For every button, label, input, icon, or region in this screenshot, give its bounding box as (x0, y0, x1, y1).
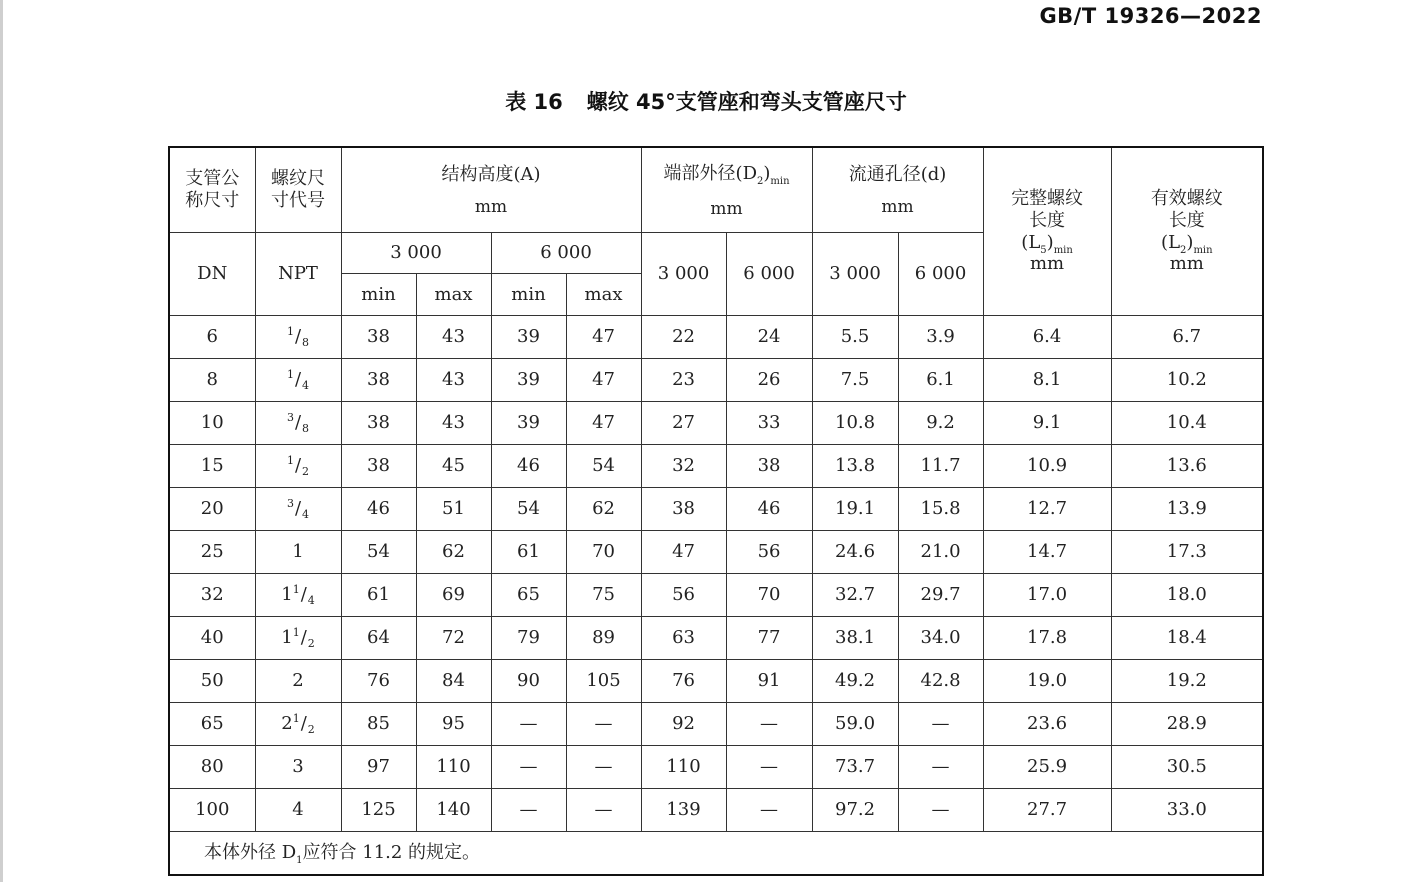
npt-fraction-slash: / (294, 369, 302, 391)
page-edge (0, 0, 3, 882)
cell-a6-max: 54 (566, 445, 641, 488)
cell-npt (255, 746, 341, 789)
cell-npt (255, 488, 341, 531)
cell-a6-min: 46 (491, 445, 566, 488)
cell-d2-3: 63 (641, 617, 726, 660)
cell-dn: 6 (169, 316, 255, 359)
table-row (169, 703, 1263, 746)
npt-whole: 1 (281, 627, 293, 649)
header-full-thread-symbol (984, 232, 1111, 254)
header-full-thread-unit: mm (1029, 253, 1065, 275)
cell-l5: 12.7 (983, 488, 1111, 531)
npt-denominator: 4 (302, 508, 310, 522)
cell-a6-min: 90 (491, 660, 566, 703)
table-note-sub: 1 (296, 855, 303, 867)
cell-l5: 25.9 (983, 746, 1111, 789)
cell-d-3: 38.1 (812, 617, 898, 660)
header-eff-thread-sub: 2 (1180, 244, 1187, 256)
cell-d2-3: 22 (641, 316, 726, 359)
cell-d2-6: 26 (726, 359, 812, 402)
header-end-od-unit: mm (710, 198, 743, 219)
header-bore-unit: mm (881, 197, 914, 217)
cell-a3-min: 38 (341, 402, 416, 445)
npt-whole: 2 (292, 670, 304, 692)
cell-a3-min: 38 (341, 359, 416, 402)
npt-fraction-slash: / (300, 627, 307, 649)
cell-a3-max: 43 (416, 316, 491, 359)
cell-npt (255, 574, 341, 617)
header-branch-size-text: 支管公称尺寸 (185, 168, 240, 211)
header-eff-thread-symbol (1112, 232, 1263, 254)
cell-l2: 13.6 (1111, 445, 1263, 488)
cell-d-6: 29.7 (898, 574, 983, 617)
cell-a6-min: 79 (491, 617, 566, 660)
cell-dn: 20 (169, 488, 255, 531)
cell-l5: 9.1 (983, 402, 1111, 445)
cell-dn: 65 (169, 703, 255, 746)
header-dn: DN (169, 233, 255, 316)
cell-l2: 18.4 (1111, 617, 1263, 660)
header-bore-class-3000: 3 000 (812, 233, 898, 316)
header-full-thread-sym: (L (1021, 231, 1041, 253)
table-number: 表 16 (505, 90, 563, 114)
table-note (169, 832, 1263, 876)
npt-size (286, 497, 310, 522)
cell-a6-min: — (491, 746, 566, 789)
cell-a3-max: 140 (416, 789, 491, 832)
header-end-od-line (642, 157, 812, 194)
npt-size (292, 670, 303, 691)
cell-d-3: 19.1 (812, 488, 898, 531)
npt-size (292, 756, 303, 777)
cell-npt (255, 359, 341, 402)
npt-fraction-slash: / (294, 412, 302, 434)
cell-npt (255, 316, 341, 359)
cell-d2-3: 27 (641, 402, 726, 445)
cell-d2-3: 23 (641, 359, 726, 402)
table-body (169, 316, 1263, 832)
cell-npt (255, 660, 341, 703)
table-row (169, 531, 1263, 574)
npt-denominator: 8 (302, 336, 310, 350)
cell-a6-max: 70 (566, 531, 641, 574)
cell-npt (255, 402, 341, 445)
table-row (169, 617, 1263, 660)
header-end-od-class-6000: 6 000 (726, 233, 812, 316)
cell-l2: 30.5 (1111, 746, 1263, 789)
npt-size (286, 368, 310, 393)
cell-l2: 18.0 (1111, 574, 1263, 617)
npt-size (286, 411, 310, 436)
cell-npt (255, 531, 341, 574)
cell-d-3: 5.5 (812, 316, 898, 359)
cell-a3-min: 64 (341, 617, 416, 660)
cell-d2-3: 47 (641, 531, 726, 574)
cell-npt (255, 617, 341, 660)
npt-whole: 1 (281, 584, 293, 606)
cell-l2: 17.3 (1111, 531, 1263, 574)
npt-numerator: 1 (286, 368, 294, 382)
cell-a6-max: — (566, 703, 641, 746)
cell-a3-max: 69 (416, 574, 491, 617)
cell-d2-6: 56 (726, 531, 812, 574)
cell-a6-min: 39 (491, 316, 566, 359)
cell-l2: 19.2 (1111, 660, 1263, 703)
npt-denominator: 2 (302, 465, 310, 479)
header-thread-size (255, 147, 341, 233)
cell-d-6: 3.9 (898, 316, 983, 359)
cell-d-6: 34.0 (898, 617, 983, 660)
cell-d-6: 11.7 (898, 445, 983, 488)
cell-a3-min: 85 (341, 703, 416, 746)
cell-l5: 10.9 (983, 445, 1111, 488)
cell-l2: 6.7 (1111, 316, 1263, 359)
dimension-table (168, 146, 1264, 876)
npt-fraction-slash: / (294, 498, 302, 520)
cell-l2: 10.2 (1111, 359, 1263, 402)
cell-d2-3: 38 (641, 488, 726, 531)
cell-d2-6: 33 (726, 402, 812, 445)
npt-numerator: 1 (292, 712, 300, 726)
header-height-6000-min: min (491, 274, 566, 316)
table-row (169, 746, 1263, 789)
table-row (169, 488, 1263, 531)
npt-size (281, 712, 315, 737)
header-full-thread-l1: 完整螺纹 (1011, 188, 1084, 210)
cell-d2-6: — (726, 789, 812, 832)
table-row (169, 660, 1263, 703)
cell-dn: 32 (169, 574, 255, 617)
header-effective-thread-length (1111, 147, 1263, 316)
cell-a3-max: 62 (416, 531, 491, 574)
cell-a6-min: 65 (491, 574, 566, 617)
header-eff-thread-min: min (1193, 244, 1213, 256)
cell-d2-3: 92 (641, 703, 726, 746)
cell-a3-max: 45 (416, 445, 491, 488)
header-end-od-class-3000: 3 000 (641, 233, 726, 316)
cell-d-3: 32.7 (812, 574, 898, 617)
cell-d2-3: 56 (641, 574, 726, 617)
npt-denominator: 4 (302, 379, 310, 393)
header-structural-height (341, 147, 641, 233)
cell-a6-max: 105 (566, 660, 641, 703)
cell-d-6: — (898, 703, 983, 746)
cell-l5: 8.1 (983, 359, 1111, 402)
cell-d2-3: 110 (641, 746, 726, 789)
header-eff-thread-sym: (L (1161, 231, 1181, 253)
cell-l5: 23.6 (983, 703, 1111, 746)
cell-l2: 13.9 (1111, 488, 1263, 531)
cell-d2-6: 91 (726, 660, 812, 703)
cell-dn: 40 (169, 617, 255, 660)
standard-number: GB/T 19326—2022 (1039, 4, 1262, 28)
cell-dn: 80 (169, 746, 255, 789)
header-eff-thread-l2: 长度 (1168, 209, 1205, 231)
cell-dn: 25 (169, 531, 255, 574)
cell-dn: 10 (169, 402, 255, 445)
cell-d-6: 9.2 (898, 402, 983, 445)
cell-a6-min: 61 (491, 531, 566, 574)
cell-d-3: 10.8 (812, 402, 898, 445)
cell-l5: 17.0 (983, 574, 1111, 617)
cell-l5: 19.0 (983, 660, 1111, 703)
header-end-od-min: min (770, 175, 790, 187)
npt-numerator: 1 (292, 583, 300, 597)
table-row (169, 789, 1263, 832)
cell-d2-6: — (726, 746, 812, 789)
table-title: 螺纹 45°支管座和弯头支管座尺寸 (586, 90, 907, 114)
header-height-label: 结构高度(A) (441, 164, 541, 185)
cell-a6-min: — (491, 703, 566, 746)
cell-a3-min: 76 (341, 660, 416, 703)
cell-l5: 6.4 (983, 316, 1111, 359)
header-full-thread-min: min (1053, 244, 1073, 256)
npt-numerator: 1 (286, 325, 294, 339)
npt-fraction-slash: / (300, 713, 307, 735)
header-end-od-sub: 2 (757, 175, 764, 187)
cell-l5: 17.8 (983, 617, 1111, 660)
cell-a3-min: 97 (341, 746, 416, 789)
cell-d2-6: 77 (726, 617, 812, 660)
cell-a3-min: 38 (341, 316, 416, 359)
cell-a3-min: 38 (341, 445, 416, 488)
cell-d2-6: 38 (726, 445, 812, 488)
cell-d-3: 49.2 (812, 660, 898, 703)
cell-a3-max: 84 (416, 660, 491, 703)
cell-l2: 28.9 (1111, 703, 1263, 746)
npt-size (286, 325, 310, 350)
npt-whole: 2 (281, 713, 293, 735)
cell-a6-max: 89 (566, 617, 641, 660)
cell-a3-min: 125 (341, 789, 416, 832)
header-full-thread-sub: 5 (1040, 244, 1047, 256)
cell-a6-max: — (566, 789, 641, 832)
cell-a3-max: 43 (416, 359, 491, 402)
cell-d-3: 24.6 (812, 531, 898, 574)
header-full-thread-tail: ) (1046, 231, 1054, 253)
npt-numerator: 3 (286, 497, 294, 511)
npt-denominator: 2 (307, 637, 315, 651)
cell-l2: 10.4 (1111, 402, 1263, 445)
cell-dn: 8 (169, 359, 255, 402)
cell-d2-6: 70 (726, 574, 812, 617)
npt-denominator: 2 (307, 723, 315, 737)
header-thread-size-text: 螺纹尺寸代号 (271, 168, 325, 211)
header-branch-size (169, 147, 255, 233)
header-npt: NPT (255, 233, 341, 316)
cell-d2-3: 139 (641, 789, 726, 832)
header-height-class-6000: 6 000 (491, 233, 641, 274)
header-height-3000-min: min (341, 274, 416, 316)
npt-fraction-slash: / (294, 326, 302, 348)
npt-denominator: 4 (307, 594, 315, 608)
cell-d-6: 15.8 (898, 488, 983, 531)
cell-a6-min: 39 (491, 359, 566, 402)
cell-a3-max: 72 (416, 617, 491, 660)
table-note-suffix: 应符合 11.2 的规定。 (302, 842, 481, 864)
table-row (169, 316, 1263, 359)
cell-d-6: — (898, 746, 983, 789)
header-eff-thread-tail: ) (1186, 231, 1194, 253)
header-bore-class-6000: 6 000 (898, 233, 983, 316)
header-full-thread-length (983, 147, 1111, 316)
cell-npt (255, 703, 341, 746)
cell-d-3: 73.7 (812, 746, 898, 789)
cell-npt (255, 789, 341, 832)
npt-numerator: 1 (292, 626, 300, 640)
header-full-thread-l2: 长度 (1029, 209, 1066, 231)
cell-a6-max: 75 (566, 574, 641, 617)
table-note-row (169, 832, 1263, 876)
npt-size (281, 583, 315, 608)
npt-whole: 4 (292, 799, 304, 821)
npt-whole: 3 (292, 756, 304, 778)
cell-a6-max: 47 (566, 402, 641, 445)
cell-a6-max: 47 (566, 359, 641, 402)
table-row (169, 574, 1263, 617)
cell-d-6: 42.8 (898, 660, 983, 703)
cell-a6-max: 62 (566, 488, 641, 531)
cell-l5: 27.7 (983, 789, 1111, 832)
cell-dn: 100 (169, 789, 255, 832)
npt-fraction-slash: / (300, 584, 307, 606)
cell-a3-min: 61 (341, 574, 416, 617)
npt-denominator: 8 (302, 422, 310, 436)
cell-d-3: 7.5 (812, 359, 898, 402)
header-eff-thread-unit: mm (1169, 253, 1204, 275)
cell-a6-min: — (491, 789, 566, 832)
cell-a3-min: 46 (341, 488, 416, 531)
cell-d2-6: 46 (726, 488, 812, 531)
header-height-6000-max: max (566, 274, 641, 316)
cell-a3-max: 110 (416, 746, 491, 789)
cell-dn: 15 (169, 445, 255, 488)
table-row (169, 445, 1263, 488)
cell-d-3: 59.0 (812, 703, 898, 746)
npt-size (286, 454, 310, 479)
npt-size (281, 626, 315, 651)
npt-size (292, 799, 303, 820)
cell-a6-min: 54 (491, 488, 566, 531)
cell-d-6: — (898, 789, 983, 832)
header-row-1 (169, 147, 1263, 233)
cell-a3-max: 95 (416, 703, 491, 746)
header-height-3000-max: max (416, 274, 491, 316)
cell-a3-min: 54 (341, 531, 416, 574)
cell-d-3: 97.2 (812, 789, 898, 832)
cell-a3-max: 43 (416, 402, 491, 445)
table-row (169, 359, 1263, 402)
table-row (169, 402, 1263, 445)
cell-d2-6: — (726, 703, 812, 746)
header-eff-thread-l1: 有效螺纹 (1150, 188, 1223, 210)
cell-a6-min: 39 (491, 402, 566, 445)
npt-numerator: 1 (286, 454, 294, 468)
npt-numerator: 3 (286, 411, 294, 425)
cell-npt (255, 445, 341, 488)
header-bore-label: 流通孔径(d) (848, 164, 947, 185)
cell-a6-max: — (566, 746, 641, 789)
cell-d2-3: 32 (641, 445, 726, 488)
header-end-od-label: 端部外径(D (663, 162, 758, 184)
cell-d-6: 6.1 (898, 359, 983, 402)
cell-l2: 33.0 (1111, 789, 1263, 832)
npt-whole: 1 (292, 541, 304, 563)
cell-a6-max: 47 (566, 316, 641, 359)
npt-fraction-slash: / (294, 455, 302, 477)
cell-d2-6: 24 (726, 316, 812, 359)
header-bore-diameter (812, 147, 983, 233)
cell-d-3: 13.8 (812, 445, 898, 488)
cell-d2-3: 76 (641, 660, 726, 703)
table-caption (0, 86, 1412, 116)
table-note-prefix: 本体外径 D (204, 842, 297, 864)
npt-size (292, 541, 303, 562)
header-end-od-tail: ) (763, 162, 771, 184)
cell-l5: 14.7 (983, 531, 1111, 574)
cell-dn: 50 (169, 660, 255, 703)
header-height-unit: mm (474, 197, 508, 217)
header-end-outer-diameter (641, 147, 812, 233)
cell-d-6: 21.0 (898, 531, 983, 574)
header-height-class-3000: 3 000 (341, 233, 491, 274)
cell-a3-max: 51 (416, 488, 491, 531)
